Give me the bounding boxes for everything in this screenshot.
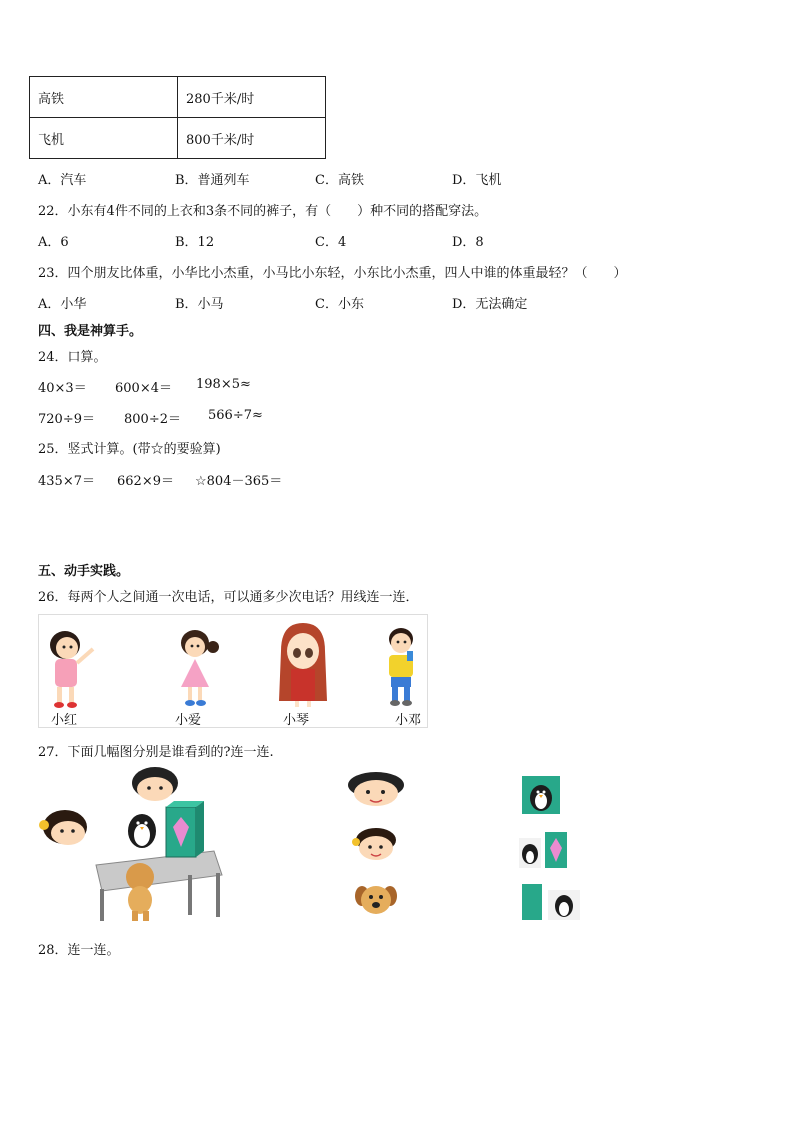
q23-text: 23．四个朋友比体重，小华比小杰重，小马比小东轻，小东比小杰重，四人中谁的体重最轻？（ ） [38, 266, 627, 281]
q22-option-c: C．4 [315, 235, 347, 250]
q27-text: 27．下面几幅图分别是谁看到的?连一连. [38, 745, 274, 760]
table-row [30, 118, 326, 159]
boy-head-icon [346, 771, 406, 809]
table-cell: 高铁 [30, 77, 178, 118]
q26-text: 26．每两个人之间通一次电话，可以通多少次电话？用线连一连． [38, 590, 419, 605]
q25-item: ☆804－365＝ [195, 474, 283, 489]
q23-option-d: D．无法确定 [452, 297, 528, 312]
name-label: 小红 [51, 713, 78, 728]
phone-call-figure [38, 614, 428, 728]
girl-qin-illustration [275, 621, 331, 709]
q25-item: 662×9＝ [117, 474, 174, 489]
q21-option-c: C．高铁 [315, 173, 364, 188]
name-label: 小邓 [395, 713, 422, 728]
view-box-penguin-icon [522, 884, 580, 920]
q21-option-b: B．普通列车 [175, 173, 250, 188]
table-cell: 飞机 [30, 118, 178, 159]
q22-option-d: D．8 [452, 235, 484, 250]
table-scene-illustration [38, 765, 223, 923]
speed-table [29, 76, 326, 159]
q24-item: 40×3＝ [38, 381, 87, 396]
name-label: 小爱 [175, 713, 202, 728]
q25-text: 25．竖式计算。(带☆的要验算) [38, 442, 221, 457]
dog-head-icon [354, 882, 398, 918]
section-heading: 四、我是神算手。 [38, 324, 143, 339]
girl-head-icon [348, 826, 400, 864]
q24-item: 198×5≈ [196, 377, 251, 392]
q23-option-c: C．小东 [315, 297, 364, 312]
table-cell: 280千米/时 [178, 77, 326, 118]
q24-item: 800÷2＝ [124, 412, 181, 427]
q24-item: 600×4＝ [115, 381, 172, 396]
q24-text: 24．口算。 [38, 350, 107, 365]
q22-text: 22．小东有4件不同的上衣和3条不同的裤子，有（ ）种不同的搭配穿法。 [38, 204, 488, 219]
q23-option-b: B．小马 [175, 297, 224, 312]
q23-option-a: A．小华 [38, 297, 87, 312]
q21-option-a: A．汽车 [38, 173, 87, 188]
view-penguin-front-icon [522, 776, 560, 814]
q24-item: 566÷7≈ [208, 408, 263, 423]
girl-red-illustration [41, 623, 101, 713]
q22-option-a: A．6 [38, 235, 69, 250]
girl-ai-illustration [167, 625, 227, 711]
section-heading: 五、动手实践。 [38, 564, 130, 579]
boy-deng-illustration [381, 625, 425, 709]
q21-option-d: D．飞机 [452, 173, 502, 188]
table-row [30, 77, 326, 118]
table-cell: 800千米/时 [178, 118, 326, 159]
q25-item: 435×7＝ [38, 474, 95, 489]
q22-option-b: B．12 [175, 235, 215, 250]
q28-text: 28．连一连。 [38, 943, 120, 958]
view-penguin-box-icon [519, 832, 567, 868]
name-label: 小琴 [283, 713, 310, 728]
q24-item: 720÷9＝ [38, 412, 95, 427]
